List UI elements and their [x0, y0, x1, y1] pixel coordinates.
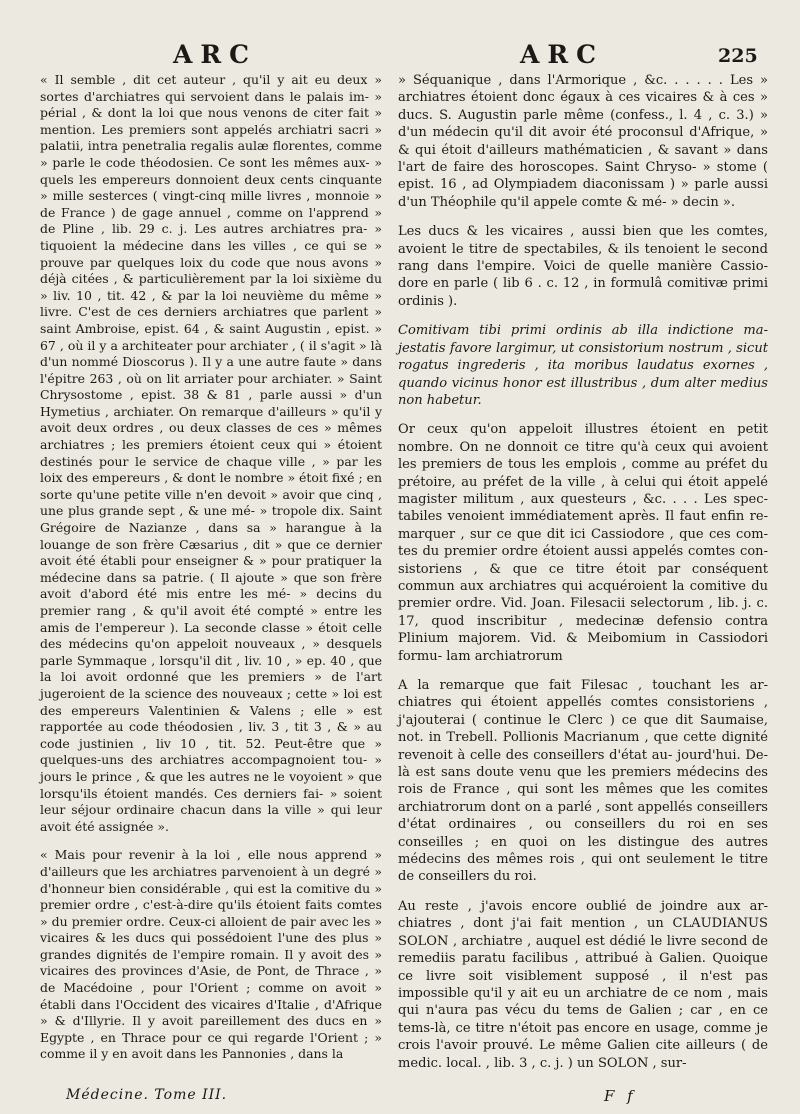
footer-signature-mark: F f: [604, 1087, 637, 1105]
page-number: 225: [718, 45, 758, 67]
left-column: [40, 72, 382, 1063]
right-paragraph-2: Les ducs & les vicaires , aussi bien que les comtes, avoient le titre de spectabiles, & ils tenoient le second rang dans l'empire. Voici de quelle manière Cassio- dore en parle ( lib 6 . c. 12 , in formulâ comitivæ primi ordinis ).: [398, 224, 768, 309]
left-paragraph-1: « Il semble , dit cet auteur , qu'il y ait eu deux » sortes d'archiatres qui servoient dans le palais im- » périal , & dont la loi que nous venons de citer fait » mention. Les premiers sont appelés archiatri sacri » palatii, intra penetralia regalis aulæ florentes, comme » parle le code théodosien. Ce sont les mêmes aux- » quels les empereurs donnoient deux cents cinquante » mille sesterces ( vingt-cinq mille livres , monnoie » de France ) de gage annuel , comme on l'apprend » de Pline , lib. 29 c. j. Les autres archiatres pra- » tiquoient la médecine dans les villes , ce qui se » prouve par quelques loix du code que nous avons » déjà citées , & particulièrement par la loi sixième du » liv. 10 , tit. 42 , & par la loi neuvième du même » livre. C'est de ces derniers archiatres que parlent » saint Ambroise, epist. 64 , & saint Augustin , epist. » 67 , où il y a architeater pour archiater , ( il s'agit » là d'un nommé Dioscorus ). Il y a une autre faute » dans l'épitre 263 , où on lit arriater pour archiater. » Saint Chrysostome , epist. 38 & 81 , parle aussi » d'un Hymetius , archiater. On remarque d'ailleurs » qu'il y avoit deux ordres , ou deux classes de ces » mêmes archiatres ; les premiers étoient ceux qui » étoient destinés pour le service de chaque ville , » par les loix des empereurs , & dont le nombre » étoit fixé ; en sorte qu'une petite ville n'en devoit » avoir que cinq , une plus grande sept , & une mé- » tropole dix. Saint Grégoire de Nazianze , dans sa » harangue à la louange de son frère Cæsarius , dit » que ce dernier avoit été établi pour enseigner & » pour pratiquer la médecine dans sa patrie. ( Il ajoute » que son frère avoit d'abord été mis entre les mé- » decins du premier rang , & qu'il avoit été compté » entre les amis de l'empereur ). La seconde classe » étoit celle des médecins qu'on appeloit nouveaux , » desquels parle Symmaque , lorsqu'il dit , liv. 10 , » ep. 40 , que la loi avoit ordonné que les premiers » de l'art jugeroient de la science des nouveaux ; cette » loi est des empereurs Valentinien & Valens ; elle » est rapportée au code théodosien , liv. 3 , tit 3 , & » au code justinien , liv 10 , tit. 52. Peut-être que » quelques-uns des archiatres accompagnoient tou- » jours le prince , & que les autres ne le voyoient » que lorsqu'ils étoient mandés. Ces derniers fai- » soient leur séjour ordinaire chacun dans la ville » qui leur avoit été assignée ».: [40, 72, 382, 834]
right-paragraph-3-latin-quote: Comitivam tibi primi ordinis ab illa indictione ma- jestatis favore largimur, ut consistorium nostrum , sicut rogatus ingrederis , ita moribus laudatus exornes , quando vicinus honor est illustribus , dum alter medius non habetur.: [398, 323, 768, 408]
right-column: [398, 72, 768, 1072]
left-paragraph-2: « Mais pour revenir à la loi , elle nous apprend » d'ailleurs que les archiatres parvenoient à un degré » d'honneur bien considérable , qui est la comitive du » premier ordre , c'est-à-dire qu'ils étoient faits comtes » du premier ordre. Ceux-ci alloient de pair avec les » vicaires & les ducs qui possédoient l'une des plus » grandes dignités de l'empire romain. Il y avoit des » vicaires des provinces d'Asie, de Pont, de Thrace , » de Macédoine , pour l'Orient ; comme on avoit » établi dans l'Occident des vicaires d'Italie , d'Afrique » & d'Illyrie. Il y avoit pareillement des ducs en » Egypte , en Thrace pour ce qui regarde l'Orient ; » comme il y en avoit dans les Pannonies , dans la: [40, 847, 382, 1062]
right-paragraph-6: Au reste , j'avois encore oublié de joindre aux ar- chiatres , dont j'ai fait mention , un CLAUDIANUS SOLON , archiatre , auquel est dédié le livre second de remediis paratu facilibus , attribué à Galien. Quoique ce livre soit visiblement supposé , il n'est pas impossible qu'il y ait eu un archiatre de ce nom , mais qui n'aura pas vécu du tems de Galien ; car , en ce tems-là, ce titre n'étoit pas encore en usage, comme je crois l'avoir prouvé. Le même Galien cite ailleurs ( de medic. local. , lib. 3 , c. j. ) un SOLON , sur-: [398, 898, 768, 1071]
right-paragraph-1: » Séquanique , dans l'Armorique , &c. . . . . . Les » archiatres étoient donc égaux à ces vicaires & à ces » ducs. S. Augustin parle même (confess., l. 4 , c. 3.) » d'un médecin qu'il dit avoir été proconsul d'Afrique, » & qui étoit d'ailleurs mathématicien , & savant » dans l'art de faire des horoscopes. Saint Chryso- » stome ( epist. 16 , ad Olympiadem diaconissam ) » parle aussi d'un Théophile qu'il appele comte & mé- » decin ».: [398, 73, 768, 210]
running-head-right: ARC: [520, 40, 605, 69]
running-head-left: ARC: [173, 40, 258, 69]
footer-signature-title: Médecine. Tome III.: [66, 1087, 228, 1103]
right-paragraph-4: Or ceux qu'on appeloit illustres étoient en petit nombre. On ne donnoit ce titre qu'à ceux qui avoient les premiers de tous les emplois , comme au préfet du prétoire, au préfet de la ville , à celui qui étoit appelé magister militum , aux questeurs , &c. . . . Les spec- tabiles venoient immédiatement après. Il faut enfin re- marquer , sur ce que dit ici Cassiodore , que ces com- tes du premier ordre étoient aussi appelés comtes con- sistoriens , & que ce titre étoit par conséquent commun aux archiatres qui acquéroient la comitive du premier ordre. Vid. Joan. Filesacii selectorum , lib. j. c. 17, quod inscribitur , medecinæ defensio contra Plinium majorem. Vid. & Meibomium in Cassiodori formu- lam archiatrorum: [398, 422, 768, 664]
right-paragraph-5: A la remarque que fait Filesac , touchant les ar- chiatres qui étoient appellés comtes consistoriens , j'ajouterai ( continue le Clerc ) ce que dit Saumaise, not. in Trebell. Pollionis Macrianum , que cette dignité revenoit à celle des conseillers d'état au- jourd'hui. De-là est sans doute venu que les premiers médecins des rois de France , qui sont les mêmes que les comites archiatrorum dont on a parlé , sont appellés conseillers d'état ordinaires , ou conseillers du roi en ses conseilles ; en quoi on les distingue des autres médecins des mêmes rois , qui ont seulement le titre de conseillers du roi.: [398, 678, 768, 885]
